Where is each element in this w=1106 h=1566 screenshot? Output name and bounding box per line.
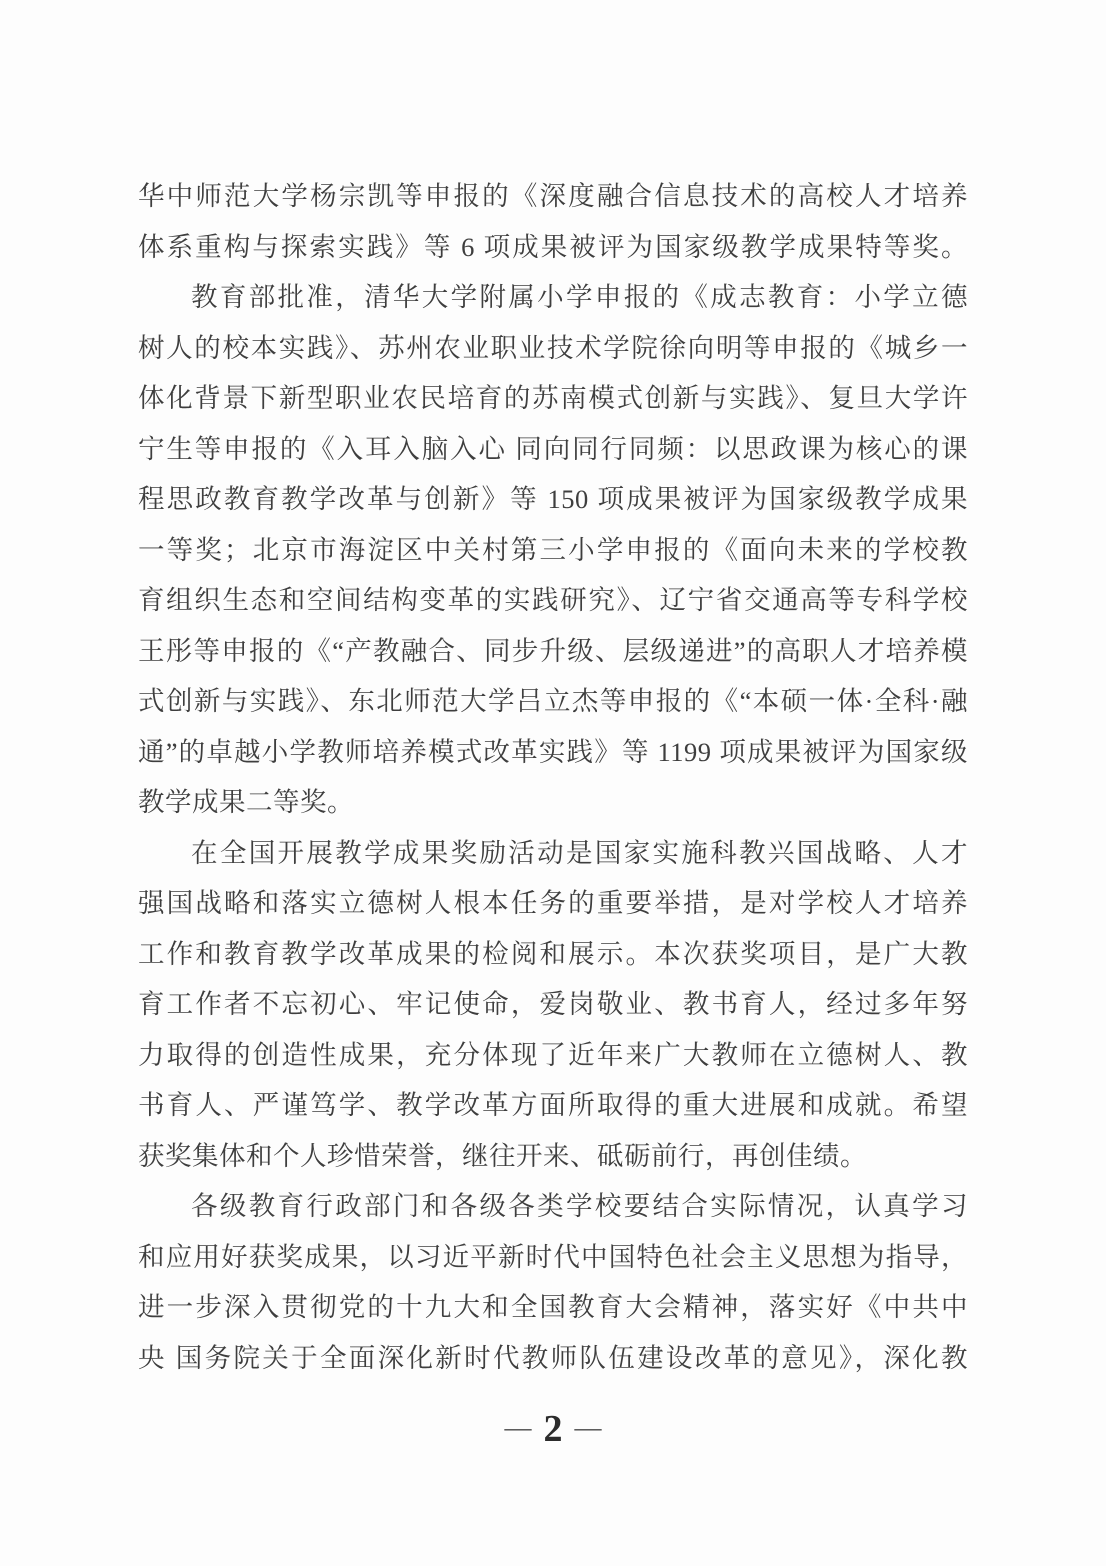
text-line: 体化背景下新型职业农民培育的苏南模式创新与实践》、复旦大学许 — [138, 383, 968, 413]
page-footer — [0, 1404, 1106, 1454]
text-line: 获奖集体和个人珍惜荣誉，继往开来、砥砺前行，再创佳绩。 — [138, 1140, 867, 1171]
text-line: 宁生等申报的《入耳入脑入心 同向同行同频：以思政课为核心的课 — [138, 433, 968, 464]
text-line: 一等奖；北京市海淀区中关村第三小学申报的《面向未来的学校教 — [138, 534, 968, 565]
text-line: 通”的卓越小学教师培养模式改革实践》等 1199 项成果被评为国家级 — [138, 736, 968, 767]
page-number: 2 — [543, 1408, 563, 1450]
text-line: 程思政教育教学改革与创新》等 150 项成果被评为国家级教学成果 — [138, 484, 968, 514]
text-line: 式创新与实践》、东北师范大学吕立杰等申报的《“本硕一体·全科·融 — [138, 686, 968, 716]
text-line: 教学成果二等奖。 — [138, 787, 354, 817]
text-line: 力取得的创造性成果，充分体现了近年来广大教师在立德树人、教 — [138, 1039, 968, 1070]
footer-dash-left: — — [504, 1411, 532, 1442]
text-line: 书育人、严谨笃学、教学改革方面所取得的重大进展和成就。希望 — [138, 1090, 968, 1120]
text-line: 华中师范大学杨宗凯等申报的《深度融合信息技术的高校人才培养 — [138, 181, 968, 211]
text-line: 进一步深入贯彻党的十九大和全国教育大会精神，落实好《中共中 — [138, 1292, 968, 1322]
text-line: 育组织生态和空间结构变革的实践研究》、辽宁省交通高等专科学校 — [138, 585, 968, 615]
text-line: 央 国务院关于全面深化新时代教师队伍建设改革的意见》，深化教 — [138, 1342, 968, 1373]
text-line: 强国战略和落实立德树人根本任务的重要举措，是对学校人才培养 — [138, 888, 968, 918]
text-line: 各级教育行政部门和各级各类学校要结合实际情况，认真学习 — [191, 1191, 968, 1221]
text-line: 教育部批准，清华大学附属小学申报的《成志教育：小学立德 — [191, 282, 968, 312]
text-line: 育工作者不忘初心、牢记使命，爱岗敬业、教书育人，经过多年努 — [138, 989, 968, 1019]
text-line: 体系重构与探索实践》等 6 项成果被评为国家级教学成果特等奖。 — [138, 231, 968, 262]
text-line: 在全国开展教学成果奖励活动是国家实施科教兴国战略、人才 — [191, 837, 968, 868]
text-line: 和应用好获奖成果，以习近平新时代中国特色社会主义思想为指导， — [138, 1241, 968, 1272]
text-line: 树人的校本实践》、苏州农业职业技术学院徐向明等申报的《城乡一 — [138, 332, 968, 363]
document-body — [138, 171, 968, 1383]
text-line: 王彤等申报的《“产教融合、同步升级、层级递进”的高职人才培养模 — [138, 635, 968, 666]
footer-dash-right: — — [574, 1411, 602, 1442]
text-line: 工作和教育教学改革成果的检阅和展示。本次获奖项目，是广大教 — [138, 938, 968, 969]
